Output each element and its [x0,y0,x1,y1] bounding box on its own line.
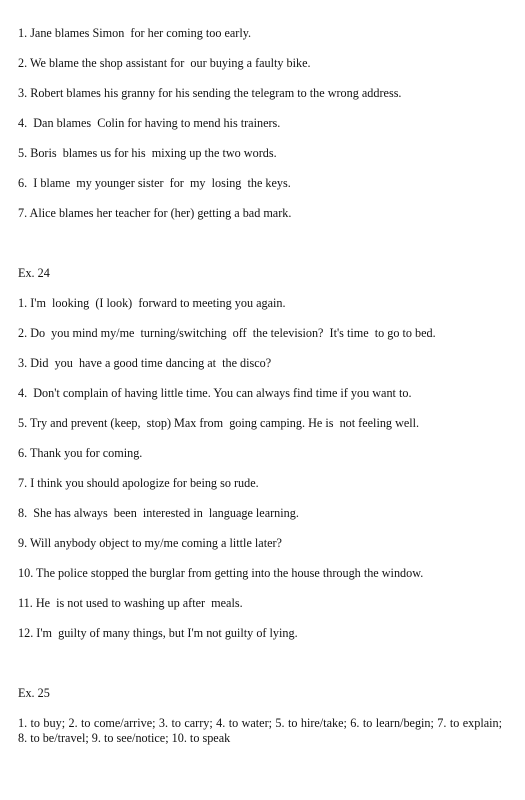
ex24-answer-8: 8. She has always been interested in language learning. [18,506,299,520]
ex24-answer-1: 1. I'm looking (I look) forward to meeting you again. [18,296,286,310]
ex24-answer-5: 5. Try and prevent (keep, stop) Max from going camping. He is not feeling well. [18,416,420,430]
exercise-24-heading: Ex. 24 [18,266,50,280]
answer-line-3: 3. Robert blames his granny for his sending the telegram to the wrong address. [18,86,402,100]
answer-line-2: 2. We blame the shop assistant for our buying a faulty bike. [18,56,311,70]
ex24-answer-6: 6. Thank you for coming. [18,446,143,460]
answer-line-5: 5. Boris blames us for his mixing up the two words. [18,146,277,160]
answer-line-1: 1. Jane blames Simon for her coming too early. [18,26,252,40]
ex24-answer-9: 9. Will anybody object to my/me coming a little later? [18,536,282,550]
ex24-answer-12: 12. I'm guilty of many things, but I'm not guilty of lying. [18,626,298,640]
answer-line-4: 4. Dan blames Colin for having to mend his trainers. [18,116,281,130]
exercise-25-heading: Ex. 25 [18,686,50,700]
ex24-answer-4: 4. Don't complain of having little time. You can always find time if you want to. [18,386,412,400]
ex24-answer-7: 7. I think you should apologize for being so rude. [18,476,259,490]
ex24-answer-11: 11. He is not used to washing up after meals. [18,596,243,610]
answer-line-6: 6. I blame my younger sister for my losing the keys. [18,176,291,190]
ex24-answer-3: 3. Did you have a good time dancing at the disco? [18,356,272,370]
ex25-answers: 1. to buy; 2. to come/arrive; 3. to carry; 4. to water; 5. to hire/take; 6. to learn/begin; 7. to explain; 8. to be/travel; 9. to see/notice; 10. to speak [18,716,502,745]
ex24-answer-10: 10. The police stopped the burglar from getting into the house through the window. [18,566,424,580]
answer-line-7: 7. Alice blames her teacher for (her) getting a bad mark. [18,206,292,220]
ex24-answer-2: 2. Do you mind my/me turning/switching off the television? It's time to go to bed. [18,326,436,340]
